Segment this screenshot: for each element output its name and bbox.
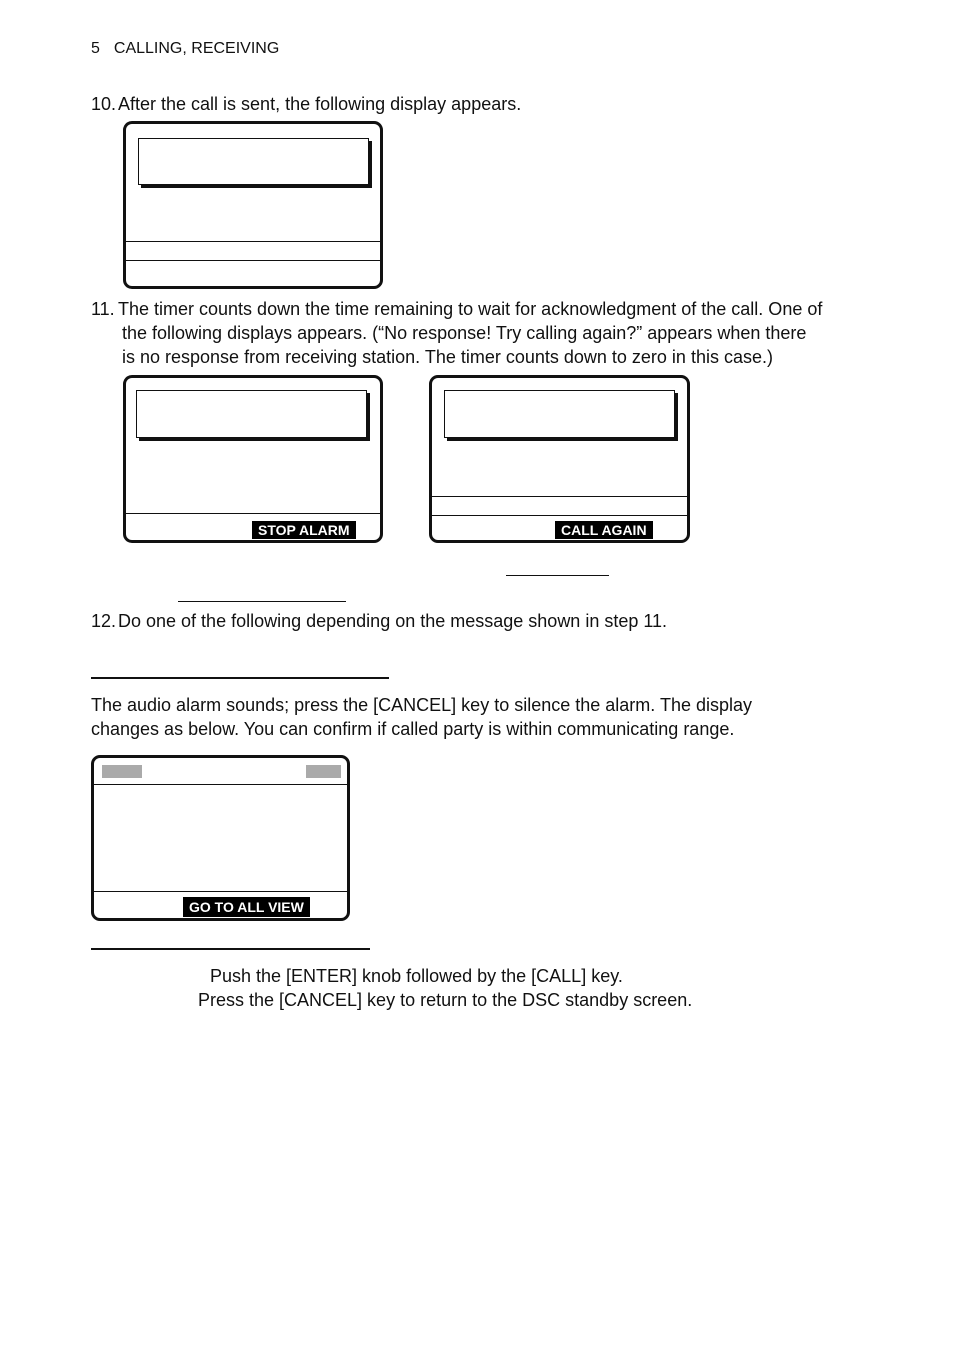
step-number: 12. <box>91 611 117 631</box>
step-text: Do one of the following depending on the message shown in step 11. <box>118 611 668 631</box>
divider <box>126 260 380 261</box>
divider <box>126 513 380 514</box>
step-text: After the call is sent, the following display appears. <box>118 94 522 114</box>
divider <box>94 784 347 785</box>
divider <box>432 496 687 497</box>
call-again-instruction: Push the [ENTER] knob followed by the [CALL] key. <box>210 966 623 986</box>
step-text-line: the following displays appears. (“No response! Try calling again?” appears when there <box>122 323 807 343</box>
message-box <box>136 390 367 438</box>
underline <box>178 601 346 602</box>
lcd-display-acknowledged <box>123 375 383 543</box>
step-12 <box>91 609 851 633</box>
step-number: 11. <box>91 299 115 319</box>
page-header <box>91 40 279 58</box>
paragraph-line: changes as below. You can confirm if called party is within communicating range. <box>91 719 735 739</box>
alarm-paragraph <box>91 693 871 741</box>
paragraph-line: The audio alarm sounds; press the [CANCEL] key to silence the alarm. The display <box>91 695 752 715</box>
lcd-display-no-response <box>429 375 690 543</box>
divider <box>126 241 380 242</box>
step-11 <box>91 297 891 369</box>
divider <box>94 891 347 892</box>
underline <box>506 575 609 576</box>
chapter-title: CALLING, RECEIVING <box>113 40 280 57</box>
chapter-number: 5 <box>91 40 100 57</box>
status-indicator <box>306 765 341 778</box>
status-indicator <box>102 765 142 778</box>
lcd-display-all-view <box>91 755 350 921</box>
stop-alarm-softkey[interactable]: STOP ALARM <box>252 521 356 539</box>
divider <box>432 515 687 516</box>
step-text-line: is no response from receiving station. The timer counts down to zero in this case.) <box>122 347 773 367</box>
lcd-display-call-sent <box>123 121 383 289</box>
call-again-softkey[interactable]: CALL AGAIN <box>555 521 653 539</box>
section-rule <box>91 948 370 950</box>
step-number: 10. <box>91 94 117 114</box>
step-10 <box>91 92 851 116</box>
message-box <box>138 138 369 185</box>
cancel-instruction: Press the [CANCEL] key to return to the DSC standby screen. <box>198 990 693 1010</box>
message-box <box>444 390 675 438</box>
section-rule <box>91 677 389 679</box>
go-to-all-view-softkey[interactable]: GO TO ALL VIEW <box>183 897 310 917</box>
step-text-line: The timer counts down the time remaining to wait for acknowledgment of the call. One of <box>118 299 823 319</box>
